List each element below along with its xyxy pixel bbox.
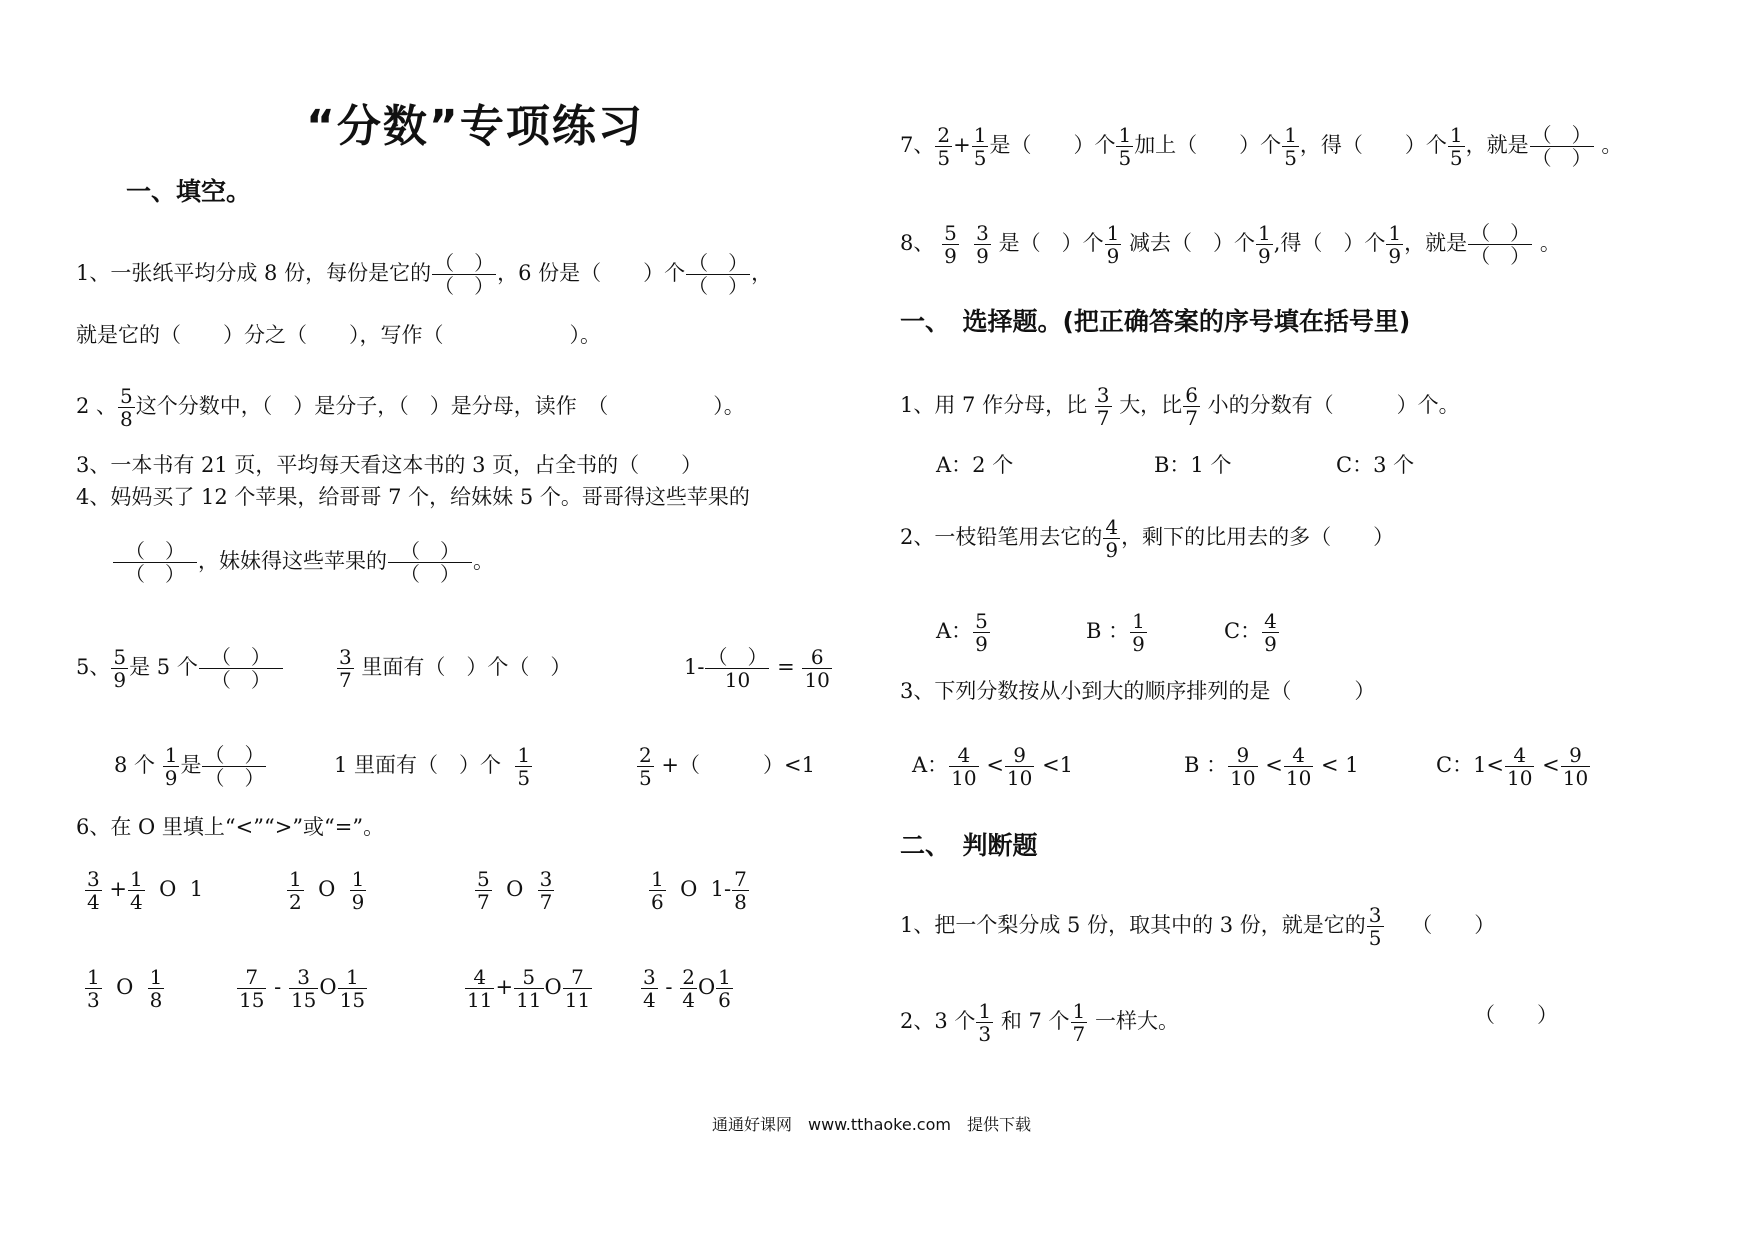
compare-circle[interactable]: O [116,975,134,999]
compare-1: $\frac{3}{4}$ + $\frac{1}{4}$ O 1 [87,867,204,914]
choice-3-option-c[interactable]: C：1< $\frac{4}{10}$ < $\frac{9}{10}$ [1436,743,1589,790]
compare-5: $\frac{1}{3}$ O $\frac{1}{8}$ [87,965,163,1012]
answer-fraction[interactable]: $\frac{( )}{10}$ [707,645,768,692]
compare-8: $\frac{3}{4}$ - $\frac{2}{4}$ O $\frac{1}{6}$ [643,965,731,1012]
compare-circle[interactable]: O [159,877,177,901]
judge-2-answer-blank[interactable]: （ ） [1474,1003,1558,1027]
question-8: 8、 $\frac{5}{9}$ $\frac{3}{9}$ 是（ ）个 $\frac{1}{9}$ 减去（ ）个 $\frac{1}{9}$ ,得（ ）个 $\frac{1}{9}$ ，就是 $\frac{( )}{( )}$ 。 [900,221,1561,268]
choice-question-1: 1、用 7 作分母，比 $\frac{3}{7}$ 大，比 $\frac{6}{7}$ 小的分数有（ ）个。 [900,383,1460,430]
question-4-line-2: $\frac{( )}{( )}$ ，妹妹得这些苹果的 $\frac{( )}{( )}$ 。 [112,540,494,585]
compare-circle[interactable]: O [680,877,698,901]
choice-3-option-b[interactable]: B ： $\frac{9}{10}$ < $\frac{4}{10}$ < 1 [1184,743,1359,790]
fraction: $\frac{5}{8}$ [120,384,133,431]
answer-fraction[interactable]: $\frac{( )}{( )}$ [1470,221,1531,268]
question-7: 7、 $\frac{2}{5}$ + $\frac{1}{5}$ 是（ ）个 $\frac{1}{5}$ 加上（ ）个 $\frac{1}{5}$ ，得（ ）个 $\frac{1}{5}$ ，就是 $\frac{( )}{( )}$ 。 [900,123,1623,170]
judge-question-1: 1、把一个梨分成 5 份，取其中的 3 份，就是它的 $\frac{3}{5}$ （ ） [900,903,1496,950]
question-5-part-2: $\frac{3}{7}$ 里面有（ ）个（ ） [339,645,572,692]
question-2: 2 、 $\frac{5}{8}$ 这个分数中，（ ）是分子，（ ）是分母，读作 （ ）。 [76,384,745,431]
question-6: 6、在 O 里填上“<”“>”或“=”。 [76,815,385,839]
judge-answer-blank[interactable]: （ ） [1411,913,1496,937]
compare-circle[interactable]: O [506,877,524,901]
footer-source: 通通好课网 www.tthaoke.com 提供下载 [712,1115,1031,1134]
choice-3-option-a[interactable]: A： $\frac{4}{10}$ < $\frac{9}{10}$ <1 [912,743,1074,790]
choice-1-option-c[interactable]: C：3 个 [1336,453,1415,477]
question-4-line-1: 4、妈妈买了 12 个苹果，给哥哥 7 个，给妹妹 5 个。哥哥得这些苹果的 [76,485,750,509]
compare-7: $\frac{4}{11}$ + $\frac{5}{11}$ O $\frac{7}{11}$ [467,965,591,1012]
section-fill-in-heading: 一、填空。 [126,177,252,206]
answer-fraction[interactable]: $\frac{( )}{( )}$ [688,251,749,298]
compare-3: $\frac{5}{7}$ O $\frac{3}{7}$ [477,867,553,914]
question-5-part-6: $\frac{2}{5}$ +（ ）<1 [639,743,815,790]
answer-fraction[interactable]: $\frac{( )}{( )}$ [1531,123,1592,170]
question-5-part-4: 8 个 $\frac{1}{9}$ 是 $\frac{( )}{( )}$ [114,743,265,790]
question-1-line-1: 1、一张纸平均分成 8 份，每份是它的 $\frac{( )}{( )}$ ，6 份是（ ）个 $\frac{( )}{( )}$ ， [76,251,773,298]
question-5-part-3: 1- $\frac{( )}{10}$ = $\frac{6}{10}$ [684,645,830,692]
choice-2-option-b[interactable]: B ： $\frac{1}{9}$ [1086,609,1145,656]
question-1-line-2: 就是它的（ ）分之（ ），写作（ ）。 [76,323,601,347]
choice-2-option-c[interactable]: C： $\frac{4}{9}$ [1224,609,1277,656]
compare-6: $\frac{7}{15}$ - $\frac{3}{15}$ O $\frac{1}{15}$ [239,965,366,1012]
question-5-part-5: 1 里面有（ ）个 $\frac{1}{5}$ [334,743,531,790]
question-3: 3、一本书有 21 页，平均每天看这本书的 3 页，占全书的（ ） [76,453,703,477]
judge-question-2: 2、3 个 $\frac{1}{3}$ 和 7 个 $\frac{1}{7}$ 一样大。 [900,999,1179,1046]
section-judge-heading: 二、 判断题 [900,831,1038,860]
compare-4: $\frac{1}{6}$ O 1- $\frac{7}{8}$ [651,867,747,914]
answer-fraction[interactable]: $\frac{( )}{( )}$ [113,540,197,585]
answer-fraction[interactable]: $\frac{( )}{( )}$ [434,251,495,298]
compare-circle[interactable]: O [319,975,337,999]
compare-2: $\frac{1}{2}$ O $\frac{1}{9}$ [289,867,365,914]
choice-question-3: 3、下列分数按从小到大的顺序排列的是（ ） [900,679,1376,703]
choice-1-option-b[interactable]: B：1 个 [1154,453,1232,477]
answer-fraction[interactable]: $\frac{( )}{( )}$ [388,540,472,585]
answer-fraction[interactable]: $\frac{( )}{( )}$ [199,646,283,691]
page-title: “分数”专项练习 [306,101,644,152]
choice-1-option-a[interactable]: A：2 个 [936,453,1014,477]
compare-circle[interactable]: O [697,975,716,999]
choice-question-2: 2、一枝铅笔用去它的 $\frac{4}{9}$ ，剩下的比用去的多（ ） [900,515,1395,562]
compare-circle[interactable]: O [318,877,336,901]
choice-2-option-a[interactable]: A： $\frac{5}{9}$ [936,609,988,656]
question-5-part-1: 5、 $\frac{5}{9}$ 是 5 个 $\frac{( )}{( )}$ [76,646,284,691]
section-choice-heading: 一、 选择题。(把正确答案的序号填在括号里) [900,307,1411,336]
compare-circle[interactable]: O [544,975,562,999]
answer-fraction[interactable]: $\frac{( )}{( )}$ [204,743,265,790]
